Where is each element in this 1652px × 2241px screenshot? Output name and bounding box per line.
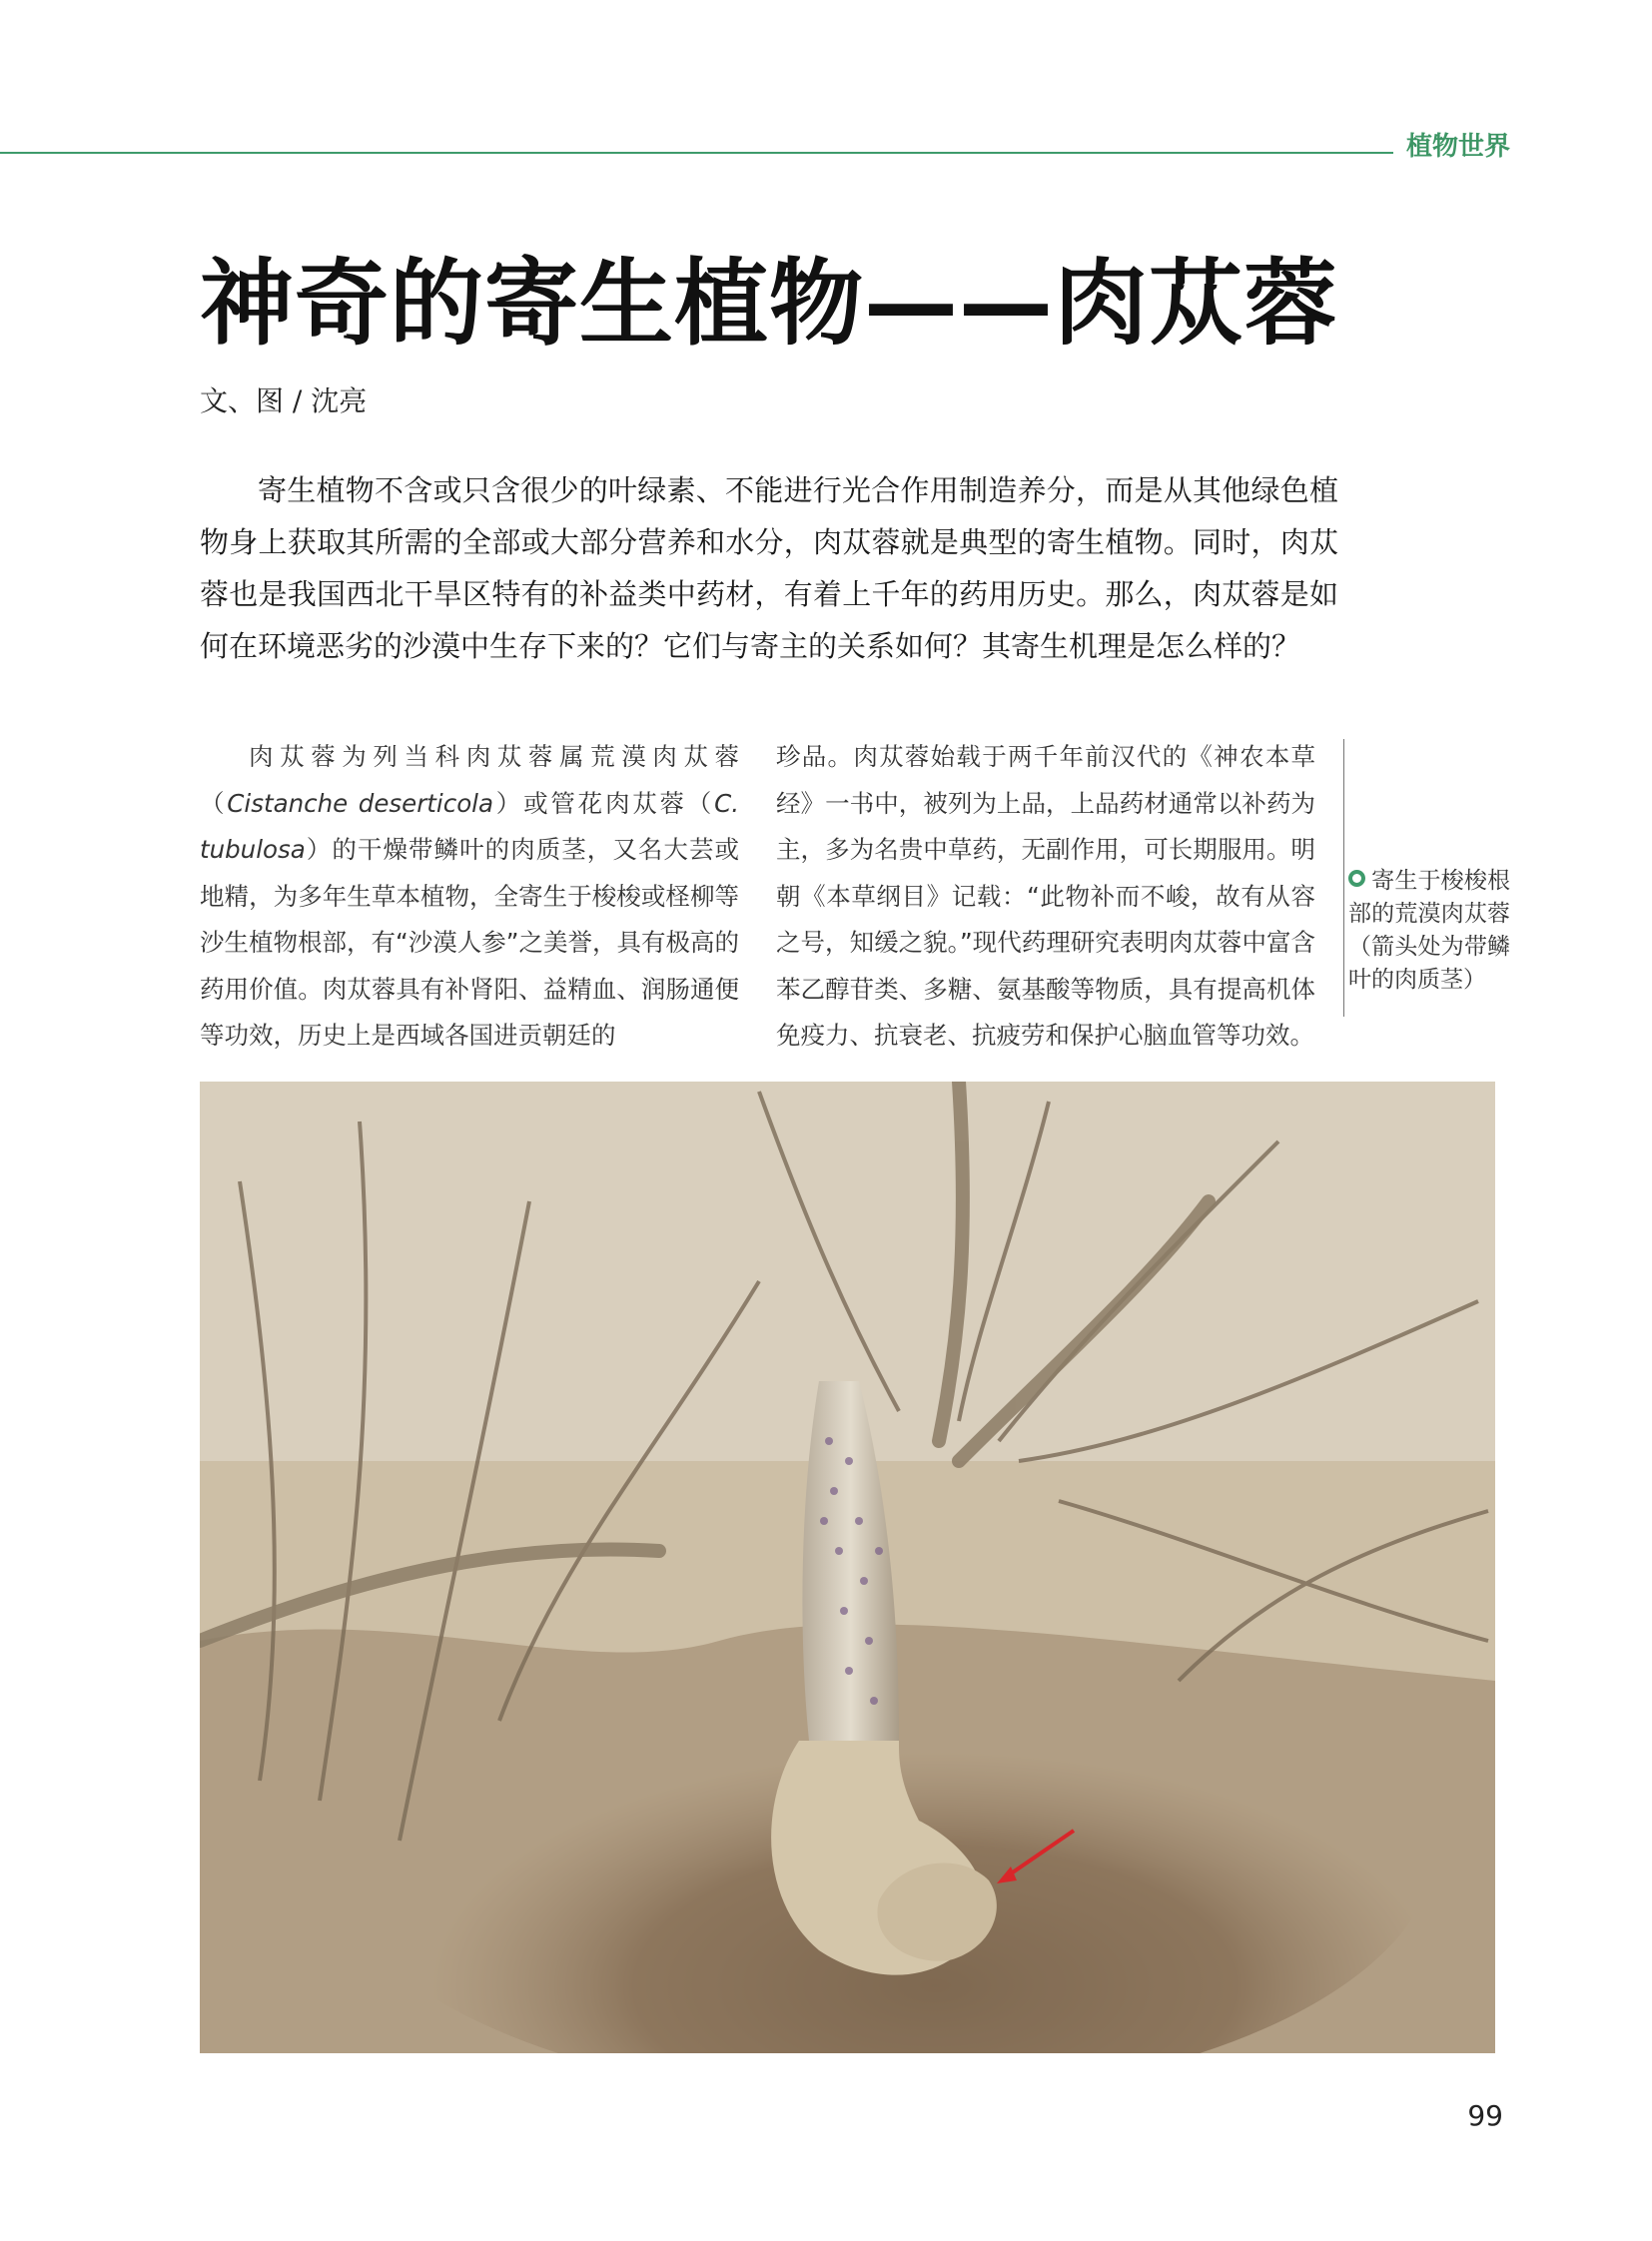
body-column-right: 珍品。肉苁蓉始载于两千年前汉代的《神农本草经》一书中，被列为上品，上品药材通常以补药为主，多为名贵中草药，无副作用，可长期服用。明朝《本草纲目》记载：“此物补而不峻，故有从容之号，知缓之貌。”现代药理研究表明肉苁蓉中富含苯乙醇苷类、多糖、氨基酸等物质，具有提高机体免疫力、抗衰老、抗疲劳和保护心脑血管等功效。	[776, 742, 1315, 1050]
article-title: 神奇的寄生植物——肉苁蓉	[200, 250, 1339, 359]
caption-text: 寄生于梭梭根部的荒漠肉苁蓉（箭头处为带鳞叶的肉质茎）	[1348, 868, 1510, 993]
header-rule	[0, 152, 1393, 154]
latin-name: C. tubulosa	[200, 788, 740, 864]
body-text: ）或管花肉苁蓉（	[493, 788, 715, 818]
caption-divider	[1343, 739, 1344, 1017]
body-text: ）的干燥带鳞叶的肉质茎，又名大芸或地精，为多年生草本植物，全寄生于梭梭或柽柳等沙生植物根部，有“沙漠人参”之美誉，具有极高的药用价值。肉苁蓉具有补肾阳、益精血、润肠通便等功效，历史上是西域各国进贡朝廷的	[200, 835, 739, 1050]
body-column-left	[200, 734, 739, 1060]
page-number: 99	[1467, 2099, 1503, 2132]
section-label: 植物世界	[1406, 132, 1511, 162]
latin-name: Cistanche deserticola	[227, 788, 493, 818]
caption-bullet-icon	[1348, 870, 1365, 887]
article-intro: 寄生植物不含或只含很少的叶绿素、不能进行光合作用制造养分，而是从其他绿色植物身上获取其所需的全部或大部分营养和水分，肉苁蓉就是典型的寄生植物。同时，肉苁蓉也是我国西北干旱区特有的补益类中药材，有着上千年的药用历史。那么，肉苁蓉是如何在环境恶劣的沙漠中生存下来的？它们与寄主的关系如何？其寄生机理是怎么样的？	[200, 473, 1338, 663]
cistanche-photo	[200, 1082, 1495, 2053]
photo-caption	[1348, 865, 1510, 997]
body-text: 肉苁蓉为列当科肉苁蓉属荒漠肉苁蓉（	[200, 742, 739, 818]
article-byline: 文、图 / 沈亮	[200, 384, 368, 417]
photo-illustration	[200, 1082, 1495, 2053]
